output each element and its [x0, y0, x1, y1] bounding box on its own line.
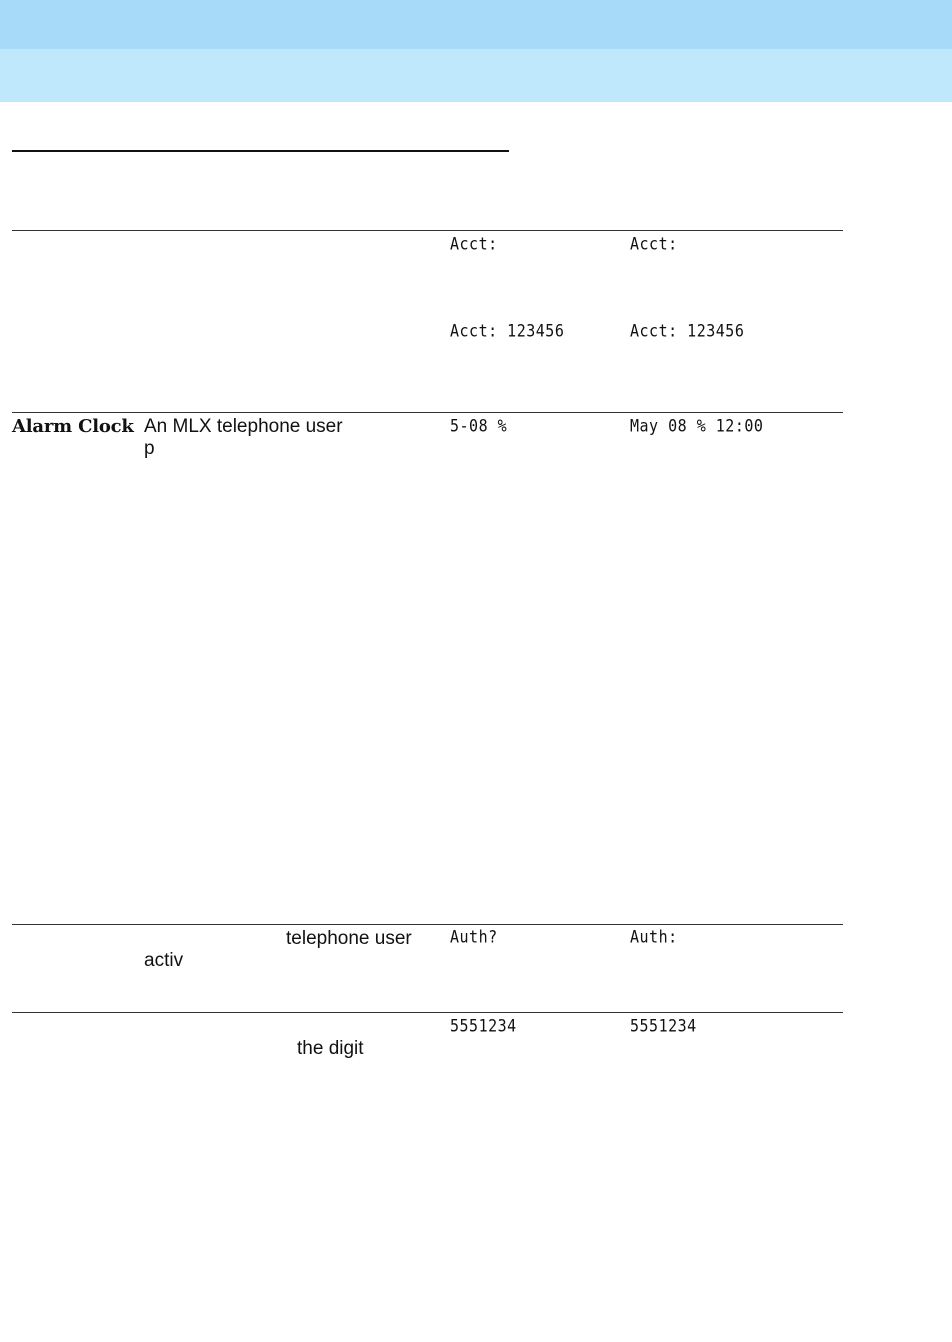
table-row-divider: [12, 924, 843, 925]
display-text-b: Acct: 123456: [630, 321, 745, 342]
header-band-top: [0, 0, 952, 49]
table-row-divider: [12, 230, 843, 231]
feature-description-line: the digit: [297, 1038, 364, 1059]
display-text-b: Acct:: [630, 234, 678, 255]
table-row-divider: [12, 412, 843, 413]
display-text-b: Auth:: [630, 927, 678, 948]
display-text-a: Acct: 123456: [450, 321, 565, 342]
feature-description-line: telephone user: [286, 928, 412, 949]
display-text-a: 5-08 %: [450, 416, 508, 437]
feature-description-line: activ: [144, 950, 184, 971]
feature-description-line: An MLX telephone user: [144, 416, 343, 437]
display-text-a: Auth?: [450, 927, 498, 948]
display-text-b: May 08 % 12:00: [630, 416, 764, 437]
display-text-a: 5551234: [450, 1016, 517, 1037]
display-text-b: 5551234: [630, 1016, 697, 1037]
table-row-divider: [12, 1012, 843, 1013]
header-band-bottom: [0, 49, 952, 102]
feature-description-line: p: [144, 438, 155, 459]
display-text-a: Acct:: [450, 234, 498, 255]
section-title-rule: [12, 150, 509, 152]
feature-name: Alarm Clock: [12, 416, 134, 437]
